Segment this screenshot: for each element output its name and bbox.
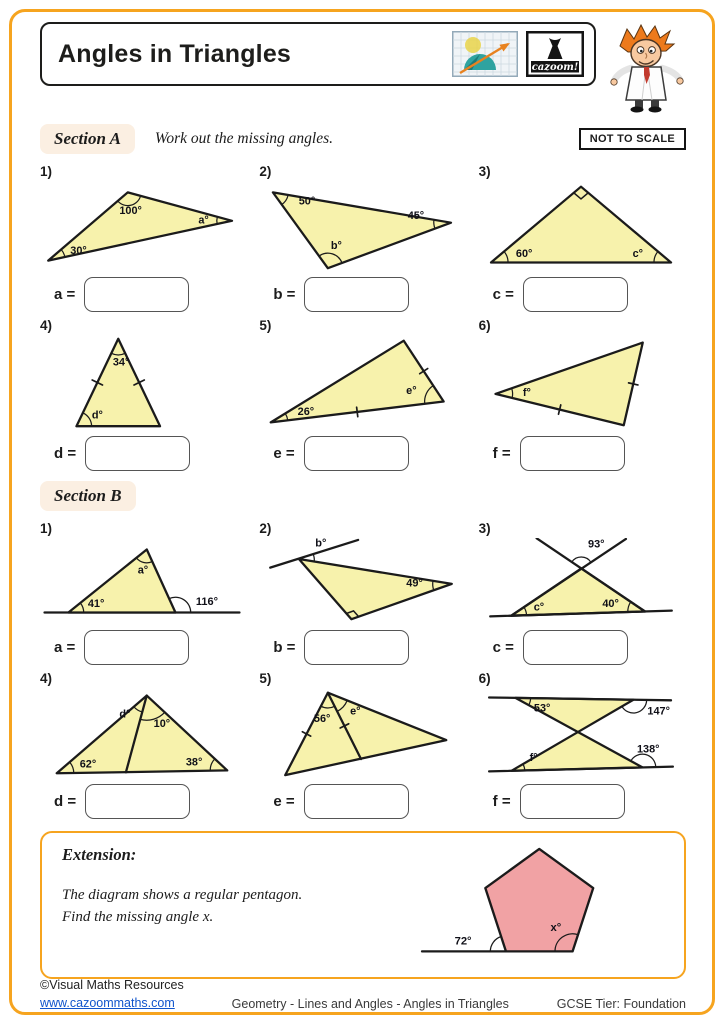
extension-line1: The diagram shows a regular pentagon. <box>62 887 303 903</box>
cazoom-logo-text: cazoom! <box>531 61 579 73</box>
section-a-grid <box>40 162 686 475</box>
pentagon-shape <box>485 849 593 951</box>
problem-a2 <box>259 162 466 316</box>
angle-label: 100° <box>119 205 142 218</box>
triangle-shape <box>76 339 160 426</box>
answer-row <box>273 436 466 471</box>
answer-label: b = <box>273 639 296 656</box>
answer-label: d = <box>54 445 77 462</box>
triangle-shape <box>68 549 175 612</box>
problem-a5 <box>259 316 466 475</box>
angle-label: a° <box>137 564 149 577</box>
problem-b6 <box>479 669 686 823</box>
answer-input-sb-e[interactable] <box>304 784 409 819</box>
answer-input-sa-b[interactable] <box>304 277 409 312</box>
problem-number: 2) <box>259 164 272 179</box>
angle-label: 38° <box>185 756 203 769</box>
section-b-badge: Section B <box>40 481 136 511</box>
angle-label: b° <box>331 240 343 253</box>
angle-label: 50° <box>299 195 316 208</box>
answer-input-sa-d[interactable] <box>85 436 190 471</box>
triangle-diagram-b5 <box>259 688 463 778</box>
triangle-diagram-a2 <box>259 181 463 271</box>
triangle-shape <box>495 343 642 426</box>
triangle-diagram-b4 <box>40 688 244 778</box>
mascot-illustration <box>608 22 686 114</box>
answer-input-sb-a[interactable] <box>84 630 189 665</box>
problem-number: 5) <box>259 671 272 686</box>
angle-label: a° <box>198 214 209 227</box>
problem-number: 6) <box>478 671 491 686</box>
answer-label: b = <box>273 286 296 303</box>
triangle-diagram-a3 <box>479 181 683 271</box>
problem-a6 <box>479 316 686 475</box>
cazoom-logo <box>526 31 584 77</box>
extension-line2: Find the missing angle x. <box>62 908 214 925</box>
problem-b5 <box>259 669 466 823</box>
angle-label: 30° <box>70 244 87 257</box>
extension-box <box>40 831 686 979</box>
angle-label: 147° <box>647 705 670 718</box>
answer-row <box>273 784 466 819</box>
angle-label: 40° <box>601 597 619 610</box>
page-title: Angles in Triangles <box>58 39 292 68</box>
not-to-scale-badge: NOT TO SCALE <box>579 128 686 150</box>
angle-label: d° <box>91 409 103 422</box>
answer-label: e = <box>273 793 295 810</box>
answer-input-sb-d[interactable] <box>85 784 190 819</box>
answer-input-sb-f[interactable] <box>520 784 625 819</box>
angle-label: 116° <box>195 595 219 608</box>
problem-number: 6) <box>478 318 491 333</box>
answer-input-sa-c[interactable] <box>523 277 628 312</box>
answer-input-sa-e[interactable] <box>304 436 409 471</box>
angle-label: 60° <box>515 247 533 260</box>
triangle-diagram-a1 <box>40 181 244 271</box>
angle-label: x° <box>550 921 562 934</box>
answer-row <box>273 630 466 665</box>
answer-row <box>493 277 686 312</box>
answer-input-sb-c[interactable] <box>523 630 628 665</box>
triangle-shape <box>511 568 645 615</box>
angle-label: 56° <box>314 713 331 726</box>
answer-label: c = <box>492 639 514 656</box>
section-b-header <box>40 481 686 511</box>
answer-row <box>493 436 686 471</box>
extension-heading: Extension: <box>62 845 137 864</box>
answer-input-sa-a[interactable] <box>84 277 189 312</box>
angle-label: e° <box>406 384 417 397</box>
angle-label: 26° <box>297 405 315 418</box>
problem-a1 <box>40 162 247 316</box>
triangle-diagram-b1 <box>40 538 244 624</box>
answer-input-sb-b[interactable] <box>304 630 409 665</box>
angle-label: 93° <box>587 538 605 551</box>
problem-number: 1) <box>40 164 53 179</box>
section-b-grid <box>40 519 686 823</box>
answer-row <box>54 784 247 819</box>
triangle-diagram-a5 <box>259 335 463 430</box>
instruction-text: Work out the missing angles. <box>154 130 334 147</box>
section-a-badge: Section A <box>40 124 135 154</box>
copyright-text: ©Visual Maths Resources <box>40 978 184 992</box>
angle-label: 138° <box>636 743 660 756</box>
problem-number: 5) <box>259 318 272 333</box>
problem-a4 <box>40 316 247 475</box>
angle-label: f° <box>529 751 538 764</box>
angle-label: c° <box>533 601 544 614</box>
answer-row <box>493 784 686 819</box>
answer-label: a = <box>54 639 76 656</box>
angle-label: 45° <box>408 209 425 222</box>
triangle-diagram-a4 <box>40 335 244 430</box>
answer-row <box>54 630 247 665</box>
triangle-shape <box>286 693 447 775</box>
angle-label: 62° <box>79 758 97 771</box>
answer-label: f = <box>492 793 511 810</box>
triangle-diagram-b2 <box>259 538 463 624</box>
angle-label: 72° <box>454 935 472 948</box>
triangle-shape <box>299 559 452 619</box>
header-box <box>40 22 596 86</box>
answer-row <box>273 277 466 312</box>
extension-text <box>62 845 412 929</box>
section-a-header <box>40 124 686 154</box>
answer-label: c = <box>492 286 514 303</box>
footer <box>40 977 686 1012</box>
answer-row <box>493 630 686 665</box>
angle-label: f° <box>522 386 531 399</box>
footer-tier: GCSE Tier: Foundation <box>556 997 686 1011</box>
triangle-diagram-b3 <box>479 538 683 624</box>
triangle-diagram-b6 <box>479 688 683 778</box>
problem-b1 <box>40 519 247 669</box>
problem-number: 2) <box>259 521 272 536</box>
logo-group <box>452 31 584 77</box>
problem-number: 3) <box>478 164 491 179</box>
angle-label: 41° <box>87 597 105 610</box>
problem-number: 4) <box>40 671 53 686</box>
footer-topic: Geometry - Lines and Angles - Angles in Triangles <box>231 997 509 1011</box>
angle-label: e° <box>350 705 361 718</box>
problem-b4 <box>40 669 247 823</box>
angle-label: b° <box>315 538 327 550</box>
problem-a3 <box>479 162 686 316</box>
answer-label: a = <box>54 286 76 303</box>
geometry-art-icon <box>452 31 518 77</box>
problem-number: 4) <box>40 318 53 333</box>
angle-label: d° <box>119 708 131 721</box>
problem-number: 3) <box>478 521 491 536</box>
triangle-diagram-a6 <box>479 335 683 430</box>
problem-b2 <box>259 519 466 669</box>
footer-credits <box>40 977 184 1012</box>
answer-input-sa-f[interactable] <box>520 436 625 471</box>
answer-row <box>54 277 247 312</box>
angle-label: 34° <box>112 356 130 369</box>
angle-label: 49° <box>406 577 424 590</box>
angle-label: 10° <box>153 717 171 730</box>
angle-label: c° <box>632 247 643 260</box>
answer-label: d = <box>54 793 77 810</box>
problem-number: 1) <box>40 521 53 536</box>
sun-dot <box>465 37 481 53</box>
website-link[interactable]: www.cazoommaths.com <box>40 995 175 1010</box>
answer-label: f = <box>492 445 511 462</box>
pentagon-diagram <box>412 845 647 972</box>
angle-label: 53° <box>533 702 551 715</box>
answer-label: e = <box>273 445 295 462</box>
problem-b3 <box>479 519 686 669</box>
answer-row <box>54 436 247 471</box>
header <box>40 22 686 114</box>
